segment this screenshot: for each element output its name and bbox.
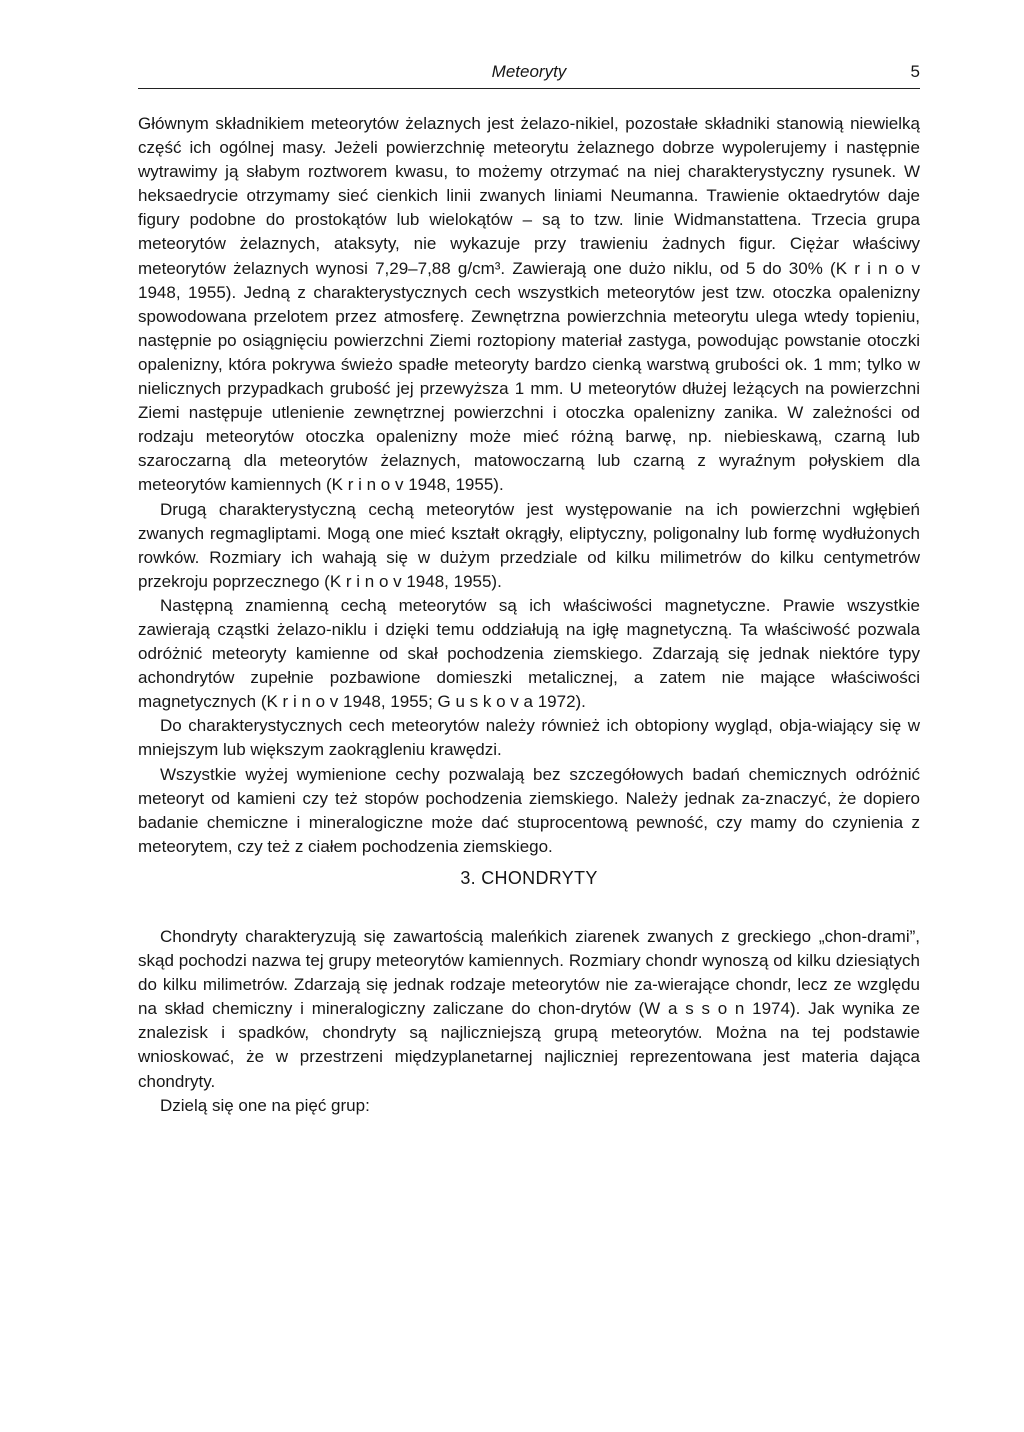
paragraph-regmaglypts: Drugą charakterystyczną cechą meteorytów jest występowanie na ich powierzchni wgłębień zwanych regmagliptami. Mogą one mieć kształt okrągły, eliptyczny, poligonalny lub formę wydłużonych rowków. Rozmiary ich wahają się w dużym przedziale od kilku milimetrów do kilku centymetrów przekroju poprzecznego (K r i n o v 1948, 1955). <box>138 499 920 591</box>
paragraph-five-groups: Dzielą się one na pięć grup: <box>160 1095 370 1115</box>
paragraph-distinguishing-features: Wszystkie wyżej wymienione cechy pozwalają bez szczegółowych badań chemicznych odróżnić meteoryt od kamieni czy też stopów pochodzenia ziemskiego. Należy jednak za-znaczyć, że dopiero badanie chemiczne i mineralogiczne może dać stuprocentową pewność, czy mamy do czynienia z meteorytem, czy też z ciałem pochodzenia ziemskiego. <box>138 764 920 856</box>
running-head <box>138 62 920 84</box>
body-text-meteorites <box>138 112 920 859</box>
running-head-title: Meteoryty <box>491 62 567 81</box>
paragraph-rounded-appearance: Do charakterystycznych cech meteorytów należy również ich obtopiony wygląd, obja-wiający się w mniejszym lub większym zaokrągleniu krawędzi. <box>138 716 920 760</box>
body-text-chondrites <box>138 925 920 1118</box>
paragraph-iron-meteorites: Głównym składnikiem meteorytów żelaznych jest żelazo-nikiel, pozostałe składniki stanowią niewielką część ich ogólnej masy. Jeżeli powierzchnię meteorytu żelaznego dobrze wypolerujemy i następnie wytrawimy ją słabym roztworem kwasu, to możemy otrzymać na niej charakterystyczny rysunek. W heksaedrycie otrzymamy sieć cienkich linii zwanych liniami Neumanna. Trawienie oktaedrytów daje figury podobne do prostokątów lub wielokątów – są to tzw. linie Widmanstattena. Trzecia grupa meteorytów żelaznych, ataksyty, nie wykazuje przy trawieniu żadnych figur. Ciężar właściwy meteorytów żelaznych wynosi 7,29–7,88 g/cm³. Zawierają one dużo niklu, od 5 do 30% (K r i n o v 1948, 1955). Jedną z charakterystycznych cech wszystkich meteorytów jest tzw. otoczka opalenizny spowodowana przelotem przez atmosferę. Zewnętrzna powierzchnia meteorytu ulega wtedy topieniu, następnie po osiągnięciu powierzchni Ziemi roztopiony materiał zastyga, powodując powstanie otoczki opalenizny, która pokrywa świeżo spadłe meteoryty bardzo cienką warstwą grubości ok. 1 mm; tylko w nielicznych przypadkach grubość jej przewyższa 1 mm. U meteorytów dłużej leżących na powierzchni Ziemi następuje utlenienie zewnętrznej powierzchni i otoczka opalenizny zanika. W zależności od rodzaju meteorytów otoczka opalenizny może mieć różną barwę, np. niebieskawą, czarną lub szaroczarną dla meteorytów żelaznych, matowoczarną lub czarną z wyraźnym połyskiem dla meteorytów kamiennych (K r i n o v 1948, 1955). <box>138 114 920 495</box>
header-rule <box>138 88 920 89</box>
paragraph-chondrites-intro: Chondryty charakteryzują się zawartością maleńkich ziarenek zwanych z greckiego „chon-drami”, skąd pochodzi nazwa tej grupy meteorytów kamiennych. Rozmiary chondr wynoszą od kilku dziesiątych do kilku milimetrów. Zdarzają się jednak rodzaje meteorytów nie za-wierające chondr, lecz ze względu na skład chemiczny i mineralogiczny zaliczane do chon-drytów (W a s s o n 1974). Jak wynika ze znalezisk i spadków, chondryty są najliczniejszą grupą meteorytów. Można na tej podstawie wnioskować, że w przestrzeni międzyplanetarnej najliczniej reprezentowana jest materia dająca chondryty. <box>138 927 920 1091</box>
section-heading-chondrites: 3. CHONDRYTY <box>460 868 598 888</box>
paragraph-magnetic-properties: Następną znamienną cechą meteorytów są ich właściwości magnetyczne. Prawie wszystkie zawierają cząstki żelazo-niklu i dzięki temu oddziałują na igłę magnetyczną. Ta właściwość pozwala odróżnić meteoryty kamienne od skał pochodzenia ziemskiego. Zdarzają się jednak niektóre typy achondrytów zupełnie pozbawione domieszki metalicznej, a zatem nie mające właściwości magnetycznych (K r i n o v 1948, 1955; G u s k o v a 1972). <box>138 595 920 712</box>
page-number: 5 <box>910 62 920 81</box>
